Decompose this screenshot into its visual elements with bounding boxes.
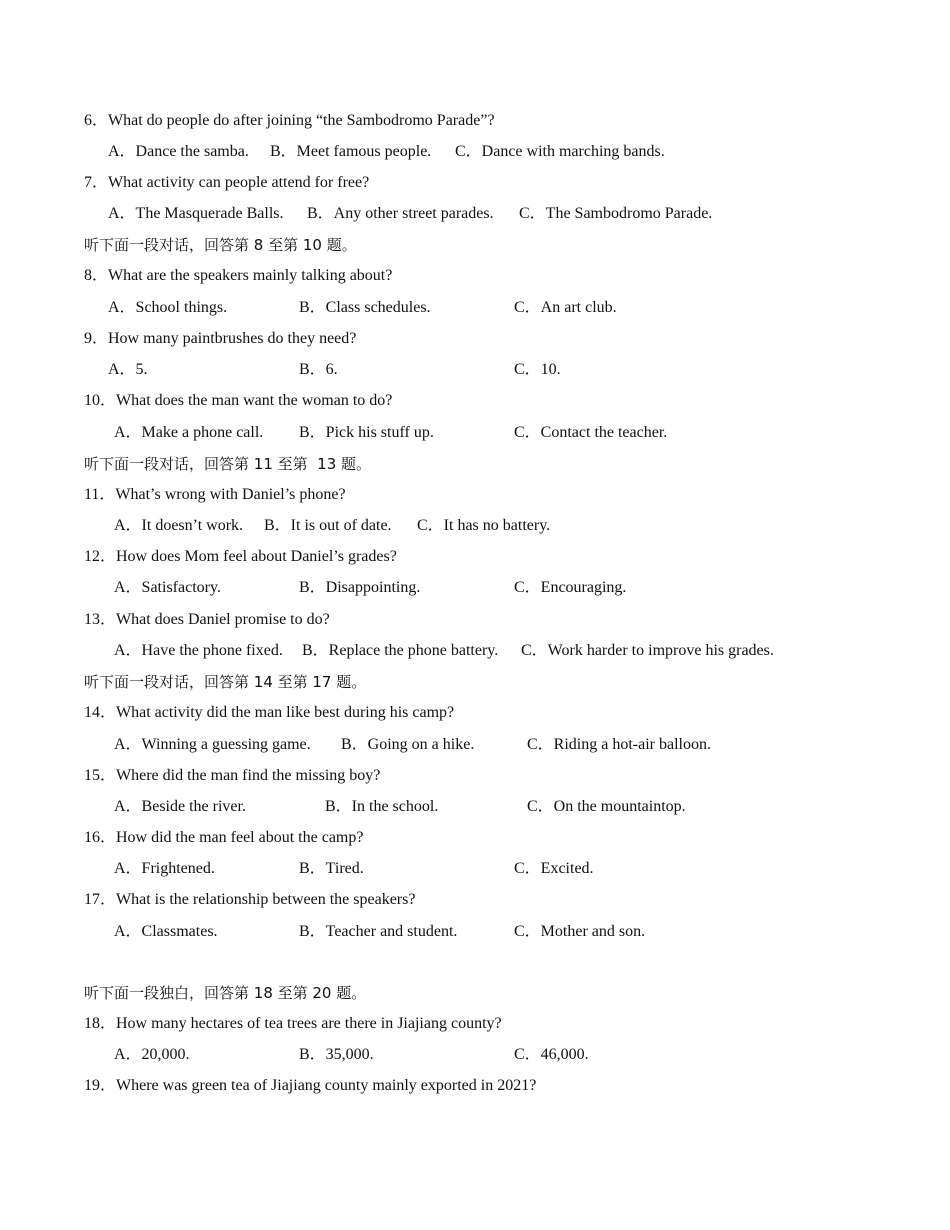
option-c: C．Dance with marching bands. <box>455 143 665 160</box>
option-c: C．It has no battery. <box>417 517 551 534</box>
option-b: B．Class schedules. <box>299 299 431 316</box>
option-c: C．On the mountaintop. <box>527 798 686 815</box>
option-a: A．Classmates. <box>114 923 218 940</box>
question-stem-9: 9．How many paintbrushes do they need? <box>84 330 357 347</box>
question-stem-11: 11．What’s wrong with Daniel’s phone? <box>84 486 346 503</box>
options-16 <box>114 859 914 879</box>
options-18 <box>114 1045 914 1065</box>
options-9 <box>108 360 908 380</box>
option-b: B．Disappointing. <box>299 579 421 596</box>
option-b: B．Teacher and student. <box>299 923 458 940</box>
options-11 <box>114 516 914 536</box>
option-a: A．Make a phone call. <box>114 424 264 441</box>
option-b: B．Pick his stuff up. <box>299 424 434 441</box>
question-stem-8: 8．What are the speakers mainly talking about? <box>84 267 393 284</box>
option-a: A．Have the phone fixed. <box>114 642 283 659</box>
options-6 <box>108 142 908 162</box>
option-a: A．Dance the samba. <box>108 143 249 160</box>
option-b: B．Tired. <box>299 860 364 877</box>
option-a: A．Frightened. <box>114 860 215 877</box>
options-17 <box>114 922 914 942</box>
options-12 <box>114 578 914 598</box>
question-stem-15: 15．Where did the man find the missing boy? <box>84 767 381 784</box>
option-c: C．Encouraging. <box>514 579 627 596</box>
option-b: B．Going on a hike. <box>341 736 475 753</box>
option-a: A．The Masquerade Balls. <box>108 205 284 222</box>
option-a: A．School things. <box>108 299 228 316</box>
option-c: C．10. <box>514 361 561 378</box>
section-instruction: 听下面一段对话，回答第 14 至第 17 题。 <box>84 673 367 691</box>
question-stem-10: 10．What does the man want the woman to do? <box>84 392 393 409</box>
question-stem-13: 13．What does Daniel promise to do? <box>84 611 330 628</box>
option-b: B．It is out of date. <box>264 517 392 534</box>
option-b: B．In the school. <box>325 798 439 815</box>
options-8 <box>108 298 908 318</box>
option-a: A．5. <box>108 361 148 378</box>
option-c: C．An art club. <box>514 299 617 316</box>
section-instruction: 听下面一段独白，回答第 18 至第 20 题。 <box>84 984 367 1002</box>
options-10 <box>114 423 914 443</box>
option-c: C．Contact the teacher. <box>514 424 668 441</box>
option-b: B．Replace the phone battery. <box>302 642 499 659</box>
question-stem-6: 6．What do people do after joining “the Sambodromo Parade”? <box>84 112 495 129</box>
question-stem-12: 12．How does Mom feel about Daniel’s grades? <box>84 548 397 565</box>
question-stem-16: 16．How did the man feel about the camp? <box>84 829 364 846</box>
question-stem-17: 17．What is the relationship between the speakers? <box>84 891 416 908</box>
options-15 <box>114 797 914 817</box>
section-instruction: 听下面一段对话，回答第 8 至第 10 题。 <box>84 236 357 254</box>
option-b: B．6. <box>299 361 338 378</box>
options-7 <box>108 204 908 224</box>
option-a: A．It doesn’t work. <box>114 517 244 534</box>
option-c: C．Excited. <box>514 860 594 877</box>
question-stem-14: 14．What activity did the man like best during his camp? <box>84 704 455 721</box>
question-stem-7: 7．What activity can people attend for free? <box>84 174 370 191</box>
option-a: A．Beside the river. <box>114 798 246 815</box>
option-c: C．Mother and son. <box>514 923 646 940</box>
question-stem-19: 19．Where was green tea of Jiajiang county mainly exported in 2021? <box>84 1077 537 1094</box>
option-c: C．Riding a hot-air balloon. <box>527 736 711 753</box>
options-13 <box>114 641 934 661</box>
option-b: B．Any other street parades. <box>307 205 494 222</box>
option-b: B．35,000. <box>299 1046 374 1063</box>
option-c: C．46,000. <box>514 1046 589 1063</box>
option-a: A．20,000. <box>114 1046 190 1063</box>
question-stem-18: 18．How many hectares of tea trees are there in Jiajiang county? <box>84 1015 502 1032</box>
options-14 <box>114 735 914 755</box>
option-a: A．Satisfactory. <box>114 579 221 596</box>
option-c: C．Work harder to improve his grades. <box>521 642 774 659</box>
option-c: C．The Sambodromo Parade. <box>519 205 713 222</box>
option-b: B．Meet famous people. <box>270 143 432 160</box>
option-a: A．Winning a guessing game. <box>114 736 311 753</box>
section-instruction: 听下面一段对话，回答第 11 至第 13 题。 <box>84 455 372 473</box>
